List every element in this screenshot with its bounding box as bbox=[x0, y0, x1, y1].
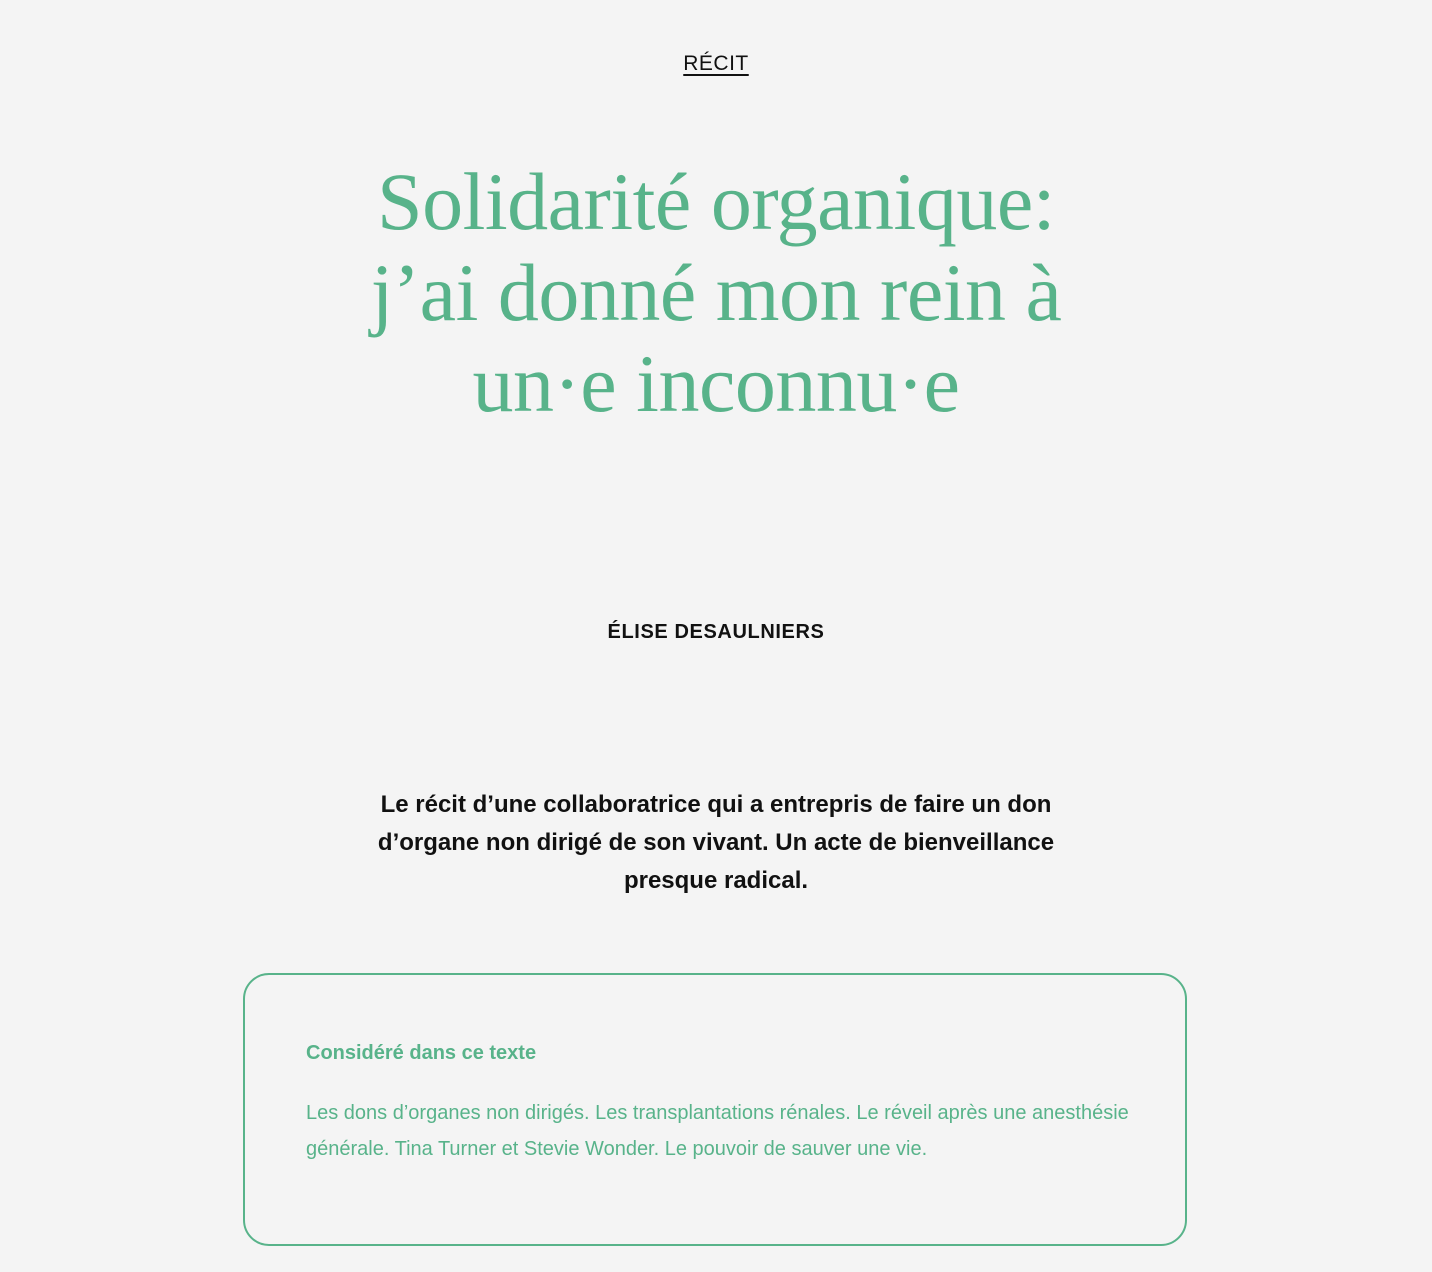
article-lede: Le récit d’une collaboratrice qui a entrepris de faire un don d’organe non dirigé de son vivant. Un acte de bienveillance presque radical. bbox=[377, 791, 1055, 894]
topics-text: Les dons d’organes non dirigés. Les transplantations rénales. Le réveil après une anesthésie générale. Tina Turner et Stevie Wonder. Le pouvoir de sauver une vie. bbox=[306, 1102, 1129, 1160]
topics-box bbox=[243, 973, 1187, 1246]
article-author: ÉLISE DESAULNIERS bbox=[607, 621, 825, 643]
topics-heading: Considéré dans ce texte bbox=[306, 1042, 537, 1064]
category-header bbox=[0, 50, 1432, 78]
article-title: Solidarité organique: j’ai donné mon rein à un·e inconnu·e bbox=[370, 156, 1062, 429]
category-link[interactable]: RÉCIT bbox=[683, 52, 749, 75]
